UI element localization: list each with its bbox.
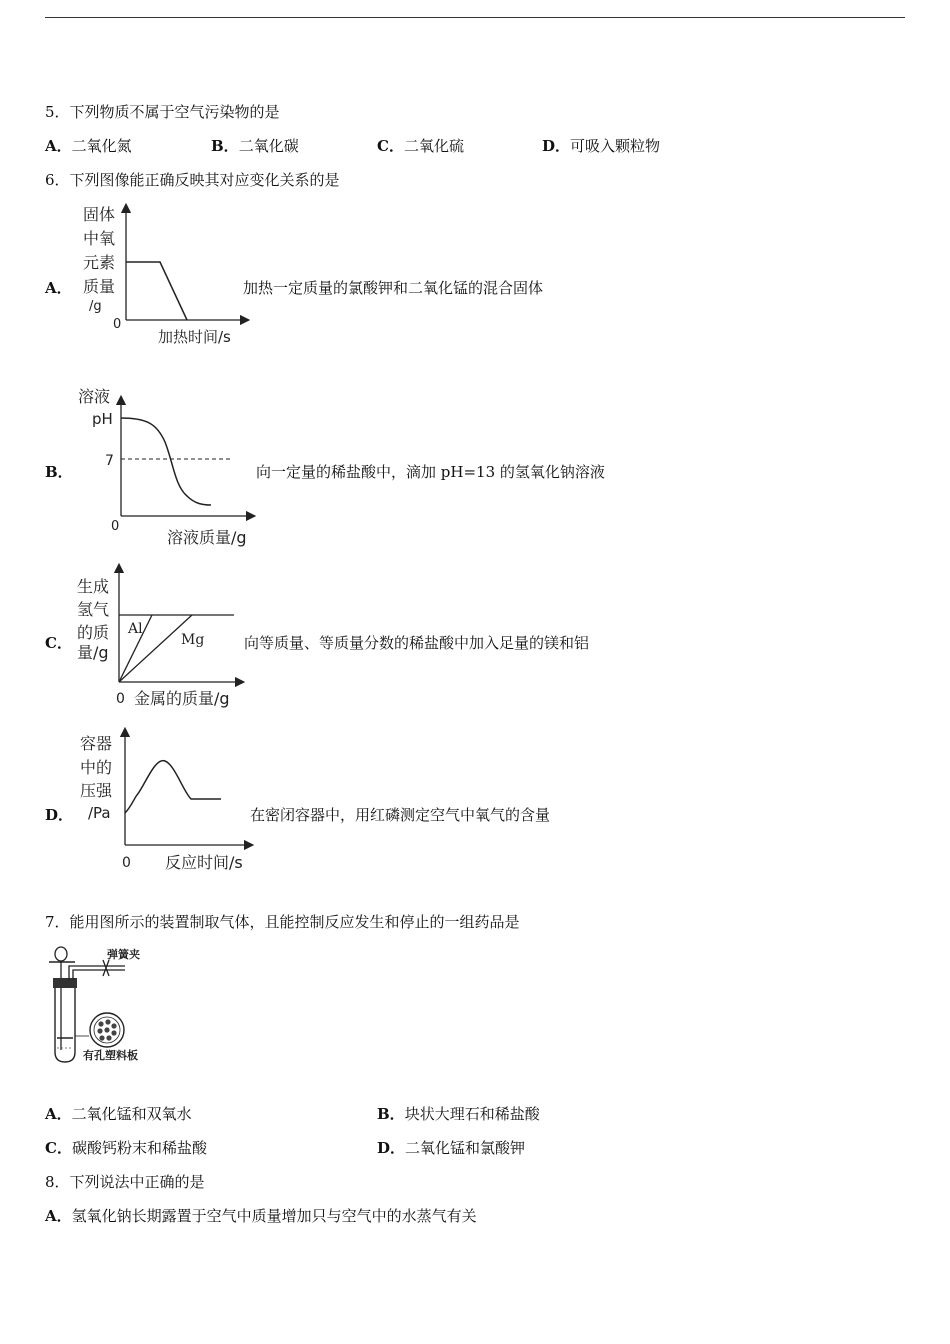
q6-option-a-label: A． bbox=[45, 279, 72, 297]
clamp-label: 弹簧夹 bbox=[107, 948, 140, 961]
q7-option-c bbox=[45, 1138, 207, 1158]
q7-apparatus bbox=[45, 940, 170, 1070]
option-text: 可吸入颗粒物 bbox=[570, 137, 661, 155]
q5-option-b bbox=[211, 136, 299, 156]
q6-option-c-text: 向等质量、等质量分数的稀盐酸中加入足量的镁和铝 bbox=[244, 634, 590, 652]
q8-option-a bbox=[45, 1206, 477, 1226]
delivery-tube-inner bbox=[73, 970, 125, 980]
q5-option-c bbox=[377, 136, 464, 156]
option-label: B． bbox=[211, 137, 239, 155]
option-label: B． bbox=[377, 1105, 405, 1123]
y-label: 压强 bbox=[80, 781, 113, 800]
q6-graph-b bbox=[75, 378, 265, 553]
q7-option-a bbox=[45, 1104, 192, 1124]
y-label: /g bbox=[89, 299, 102, 314]
curve bbox=[121, 418, 211, 505]
option-label: C． bbox=[45, 1139, 72, 1157]
option-label: C． bbox=[377, 137, 404, 155]
q6-option-a-text: 加热一定质量的氯酸钾和二氧化锰的混合固体 bbox=[243, 279, 544, 297]
y-label: 中的 bbox=[80, 758, 113, 777]
q7-option-b bbox=[377, 1104, 540, 1124]
y-label: 固体 bbox=[83, 205, 116, 224]
header-rule bbox=[45, 17, 905, 18]
q6-option-c-label: C． bbox=[45, 634, 72, 652]
option-text: 二氧化碳 bbox=[238, 137, 299, 155]
q6-option-b-text: 向一定量的稀盐酸中，滴加 pH=13 的氢氧化钠溶液 bbox=[256, 463, 605, 481]
option-label: A． bbox=[45, 1207, 72, 1225]
y-label: 质量 bbox=[83, 277, 116, 296]
origin-label: 0 bbox=[113, 317, 122, 332]
q6-graph-a bbox=[75, 198, 255, 348]
option-text: 氢氧化钠长期露置于空气中质量增加只与空气中的水蒸气有关 bbox=[71, 1207, 477, 1225]
funnel-bulb bbox=[55, 947, 67, 961]
option-text: 二氧化氮 bbox=[71, 137, 132, 155]
option-label: D． bbox=[377, 1139, 406, 1157]
spring-clamp bbox=[103, 960, 109, 976]
delivery-tube bbox=[69, 966, 125, 980]
option-text: 块状大理石和稀盐酸 bbox=[404, 1105, 540, 1123]
option-text: 二氧化锰和氯酸钾 bbox=[405, 1139, 526, 1157]
x-label: 溶液质量/g bbox=[167, 528, 247, 547]
curve bbox=[125, 761, 221, 813]
series-mg-label: Mg bbox=[181, 632, 205, 648]
q8-stem: 8．下列说法中正确的是 bbox=[45, 1173, 205, 1191]
x-label: 金属的质量/g bbox=[134, 689, 230, 708]
y-label: 元素 bbox=[83, 253, 116, 272]
origin-label: 0 bbox=[111, 519, 120, 534]
q5-option-d bbox=[542, 136, 660, 156]
q6-option-b-label: B． bbox=[45, 463, 73, 481]
origin-label: 0 bbox=[122, 855, 131, 871]
curve bbox=[126, 262, 187, 320]
origin-label: 0 bbox=[116, 691, 125, 707]
option-label: A． bbox=[45, 137, 72, 155]
q5-option-a bbox=[45, 136, 132, 156]
plate-label: 有孔塑料板 bbox=[83, 1049, 138, 1062]
option-text: 二氧化锰和双氧水 bbox=[71, 1105, 192, 1123]
y-tick: 7 bbox=[105, 453, 114, 469]
q7-option-d bbox=[377, 1138, 525, 1158]
q6-option-d-label: D． bbox=[45, 806, 74, 824]
q6-option-d-text: 在密闭容器中，用红磷测定空气中氧气的含量 bbox=[250, 806, 551, 824]
option-label: D． bbox=[542, 137, 571, 155]
q7-stem: 7．能用图所示的装置制取气体，且能控制反应发生和停止的一组药品是 bbox=[45, 913, 520, 931]
x-label: 加热时间/s bbox=[158, 328, 231, 346]
y-label: 溶液 bbox=[78, 387, 111, 406]
option-text: 碳酸钙粉末和稀盐酸 bbox=[71, 1139, 207, 1157]
q6-stem: 6．下列图像能正确反映其对应变化关系的是 bbox=[45, 171, 340, 189]
q6-graph-c bbox=[70, 560, 250, 715]
y-label: pH bbox=[92, 410, 113, 428]
x-label: 反应时间/s bbox=[165, 853, 243, 872]
plate-holes bbox=[97, 1019, 116, 1040]
option-text: 二氧化硫 bbox=[403, 137, 464, 155]
y-label: 生成 bbox=[77, 577, 110, 596]
y-label: 量/g bbox=[77, 643, 109, 662]
option-label: A． bbox=[45, 1105, 72, 1123]
q5-stem: 5．下列物质不属于空气污染物的是 bbox=[45, 103, 280, 121]
y-label: 中氧 bbox=[83, 229, 116, 248]
y-label: 的质 bbox=[77, 623, 110, 642]
q6-graph-d bbox=[75, 727, 265, 882]
y-label: 氢气 bbox=[77, 600, 110, 619]
y-label: 容器 bbox=[80, 734, 113, 753]
series-al-label: Al bbox=[128, 621, 143, 637]
y-label: /Pa bbox=[88, 804, 111, 822]
test-tube bbox=[55, 988, 75, 1062]
